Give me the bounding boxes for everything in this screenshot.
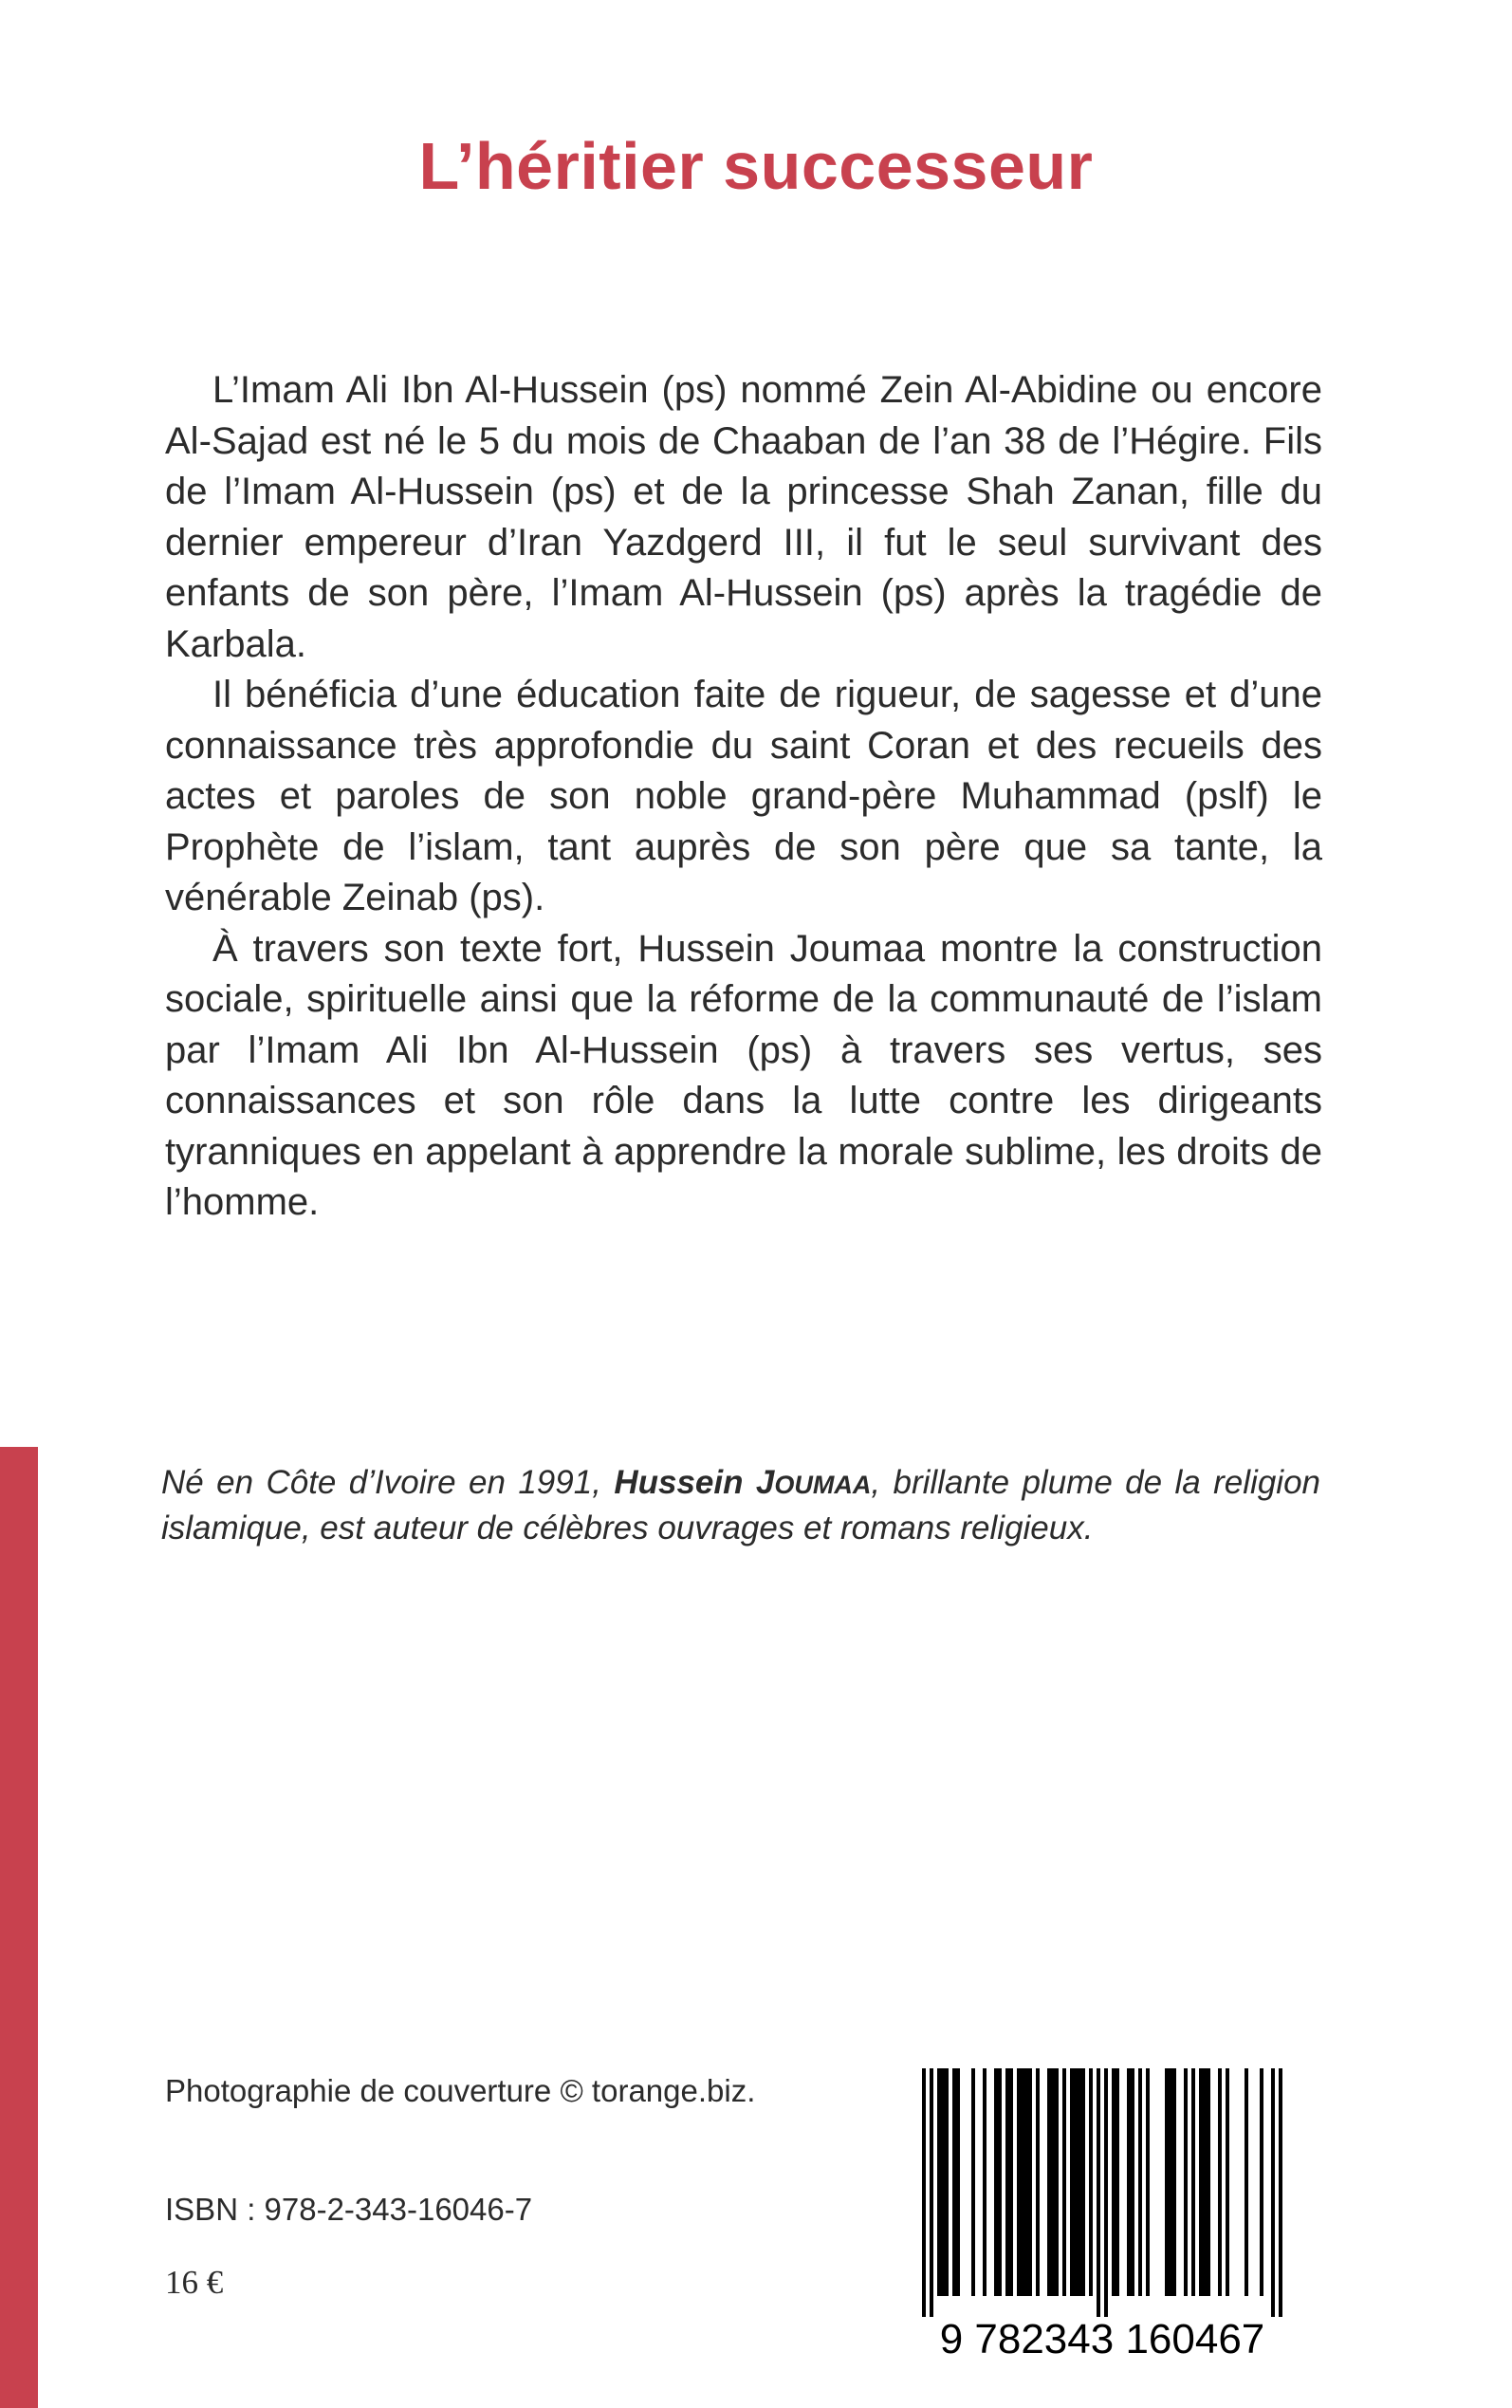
barcode-bar [1165,2068,1169,2296]
barcode-bar [1051,2068,1055,2296]
barcode-bar [941,2068,945,2296]
book-title: L’héritier successeur [418,129,1094,203]
barcode-bar [1260,2068,1263,2296]
barcode-bar [1169,2068,1172,2296]
barcode-bar [1127,2068,1131,2296]
author-bio [161,1461,1320,1550]
barcode-bar [1021,2068,1024,2296]
barcode-bar [1028,2068,1032,2296]
barcode-bar [994,2068,998,2296]
barcode-bar [1074,2068,1078,2296]
barcode-bar [1078,2068,1081,2296]
barcode-bar [1024,2068,1028,2296]
author-name: Hussein JOUMAA [614,1464,872,1501]
barcode-bar [922,2068,926,2317]
barcode-bar [1062,2068,1066,2296]
barcode-bars [922,2068,1282,2317]
barcode-bar [1245,2068,1248,2296]
barcode-bar [1009,2068,1013,2296]
barcode-bar [952,2068,956,2296]
barcode-bar [1271,2068,1275,2317]
barcode-bar [1138,2068,1142,2296]
barcode-bar [1116,2068,1119,2296]
back-cover-summary [165,365,1322,1229]
barcode-bar [937,2068,941,2296]
barcode-bar [1097,2068,1100,2317]
barcode-bar [971,2068,975,2296]
barcode-bar [956,2068,960,2296]
barcode-bar [1104,2068,1108,2317]
barcode [882,2068,1322,2362]
barcode-bar [1047,2068,1051,2296]
barcode-bar [1203,2068,1207,2296]
photo-credit: Photographie de couverture © torange.biz. [165,2073,756,2108]
barcode-bar [1207,2068,1210,2296]
summary-paragraph-2: Il bénéficia d’une éducation faite de rigueur, de sagesse et d’une connaissance très approfondie du saint Coran et des recueils des actes et paroles de son noble grand-père Muhammad (pslf) le Prophète de l’islam, tant auprès de son père que sa tante, la vénérable Zeinab (ps). [165,674,1322,918]
barcode-bar [1089,2068,1093,2296]
barcode-bar [1036,2068,1040,2296]
barcode-bar [1017,2068,1021,2296]
barcode-bar [998,2068,1002,2296]
barcode-bar [1172,2068,1176,2296]
barcode-bar [1199,2068,1203,2296]
summary-paragraph-1: L’Imam Ali Ibn Al-Hussein (ps) nommé Zein Al-Abidine ou encore Al-Sajad est né le 5 du mois de Chaaban de l’an 38 de l’Hégire. Fils de l’Imam Al-Hussein (ps) et de la princesse Shah Zanan, fille du dernier empereur d’Iran Yazdgerd III, il fut le seul survivant des enfants de son père, l’Imam Al-Hussein (ps) après la tragédie de Karbala. [165,369,1322,665]
barcode-bar [983,2068,986,2296]
summary-paragraph-3: À travers son texte fort, Hussein Joumaa montre la construction sociale, spirituelle ainsi que la réforme de la communauté de l’islam par l’Imam Ali Ibn Al-Hussein (ps) à travers ses vertus, ses connaissances et son rôle dans la lutte contre les dirigeants tyranniques en appelant à apprendre la morale sublime, les droits de l’homme. [165,927,1322,1223]
barcode-bar [1184,2068,1188,2296]
barcode-bar [1055,2068,1059,2296]
isbn: ISBN : 978-2-343-16046-7 [165,2192,533,2227]
barcode-bar [1131,2068,1134,2296]
barcode-bar [1226,2068,1229,2296]
barcode-bar [1081,2068,1085,2296]
barcode-bar [930,2068,933,2317]
barcode-bar [1005,2068,1009,2296]
barcode-bar [1279,2068,1282,2317]
bio-rest: , brillante plume de la religion islamique, est auteur de célèbres ouvrages et romans religieux. [161,1464,1320,1547]
barcode-bar [1191,2068,1195,2296]
bio-intro: Né en Côte d’Ivoire en 1991, [161,1464,615,1501]
barcode-bar [1146,2068,1150,2296]
barcode-bar [1218,2068,1222,2296]
barcode-bar [945,2068,949,2296]
barcode-bar [1112,2068,1116,2296]
price: 16 € [165,2264,224,2301]
barcode-digits: 9 782343 160467 [939,2316,1265,2362]
accent-side-bar [0,1447,38,2408]
barcode-bar [1070,2068,1074,2296]
